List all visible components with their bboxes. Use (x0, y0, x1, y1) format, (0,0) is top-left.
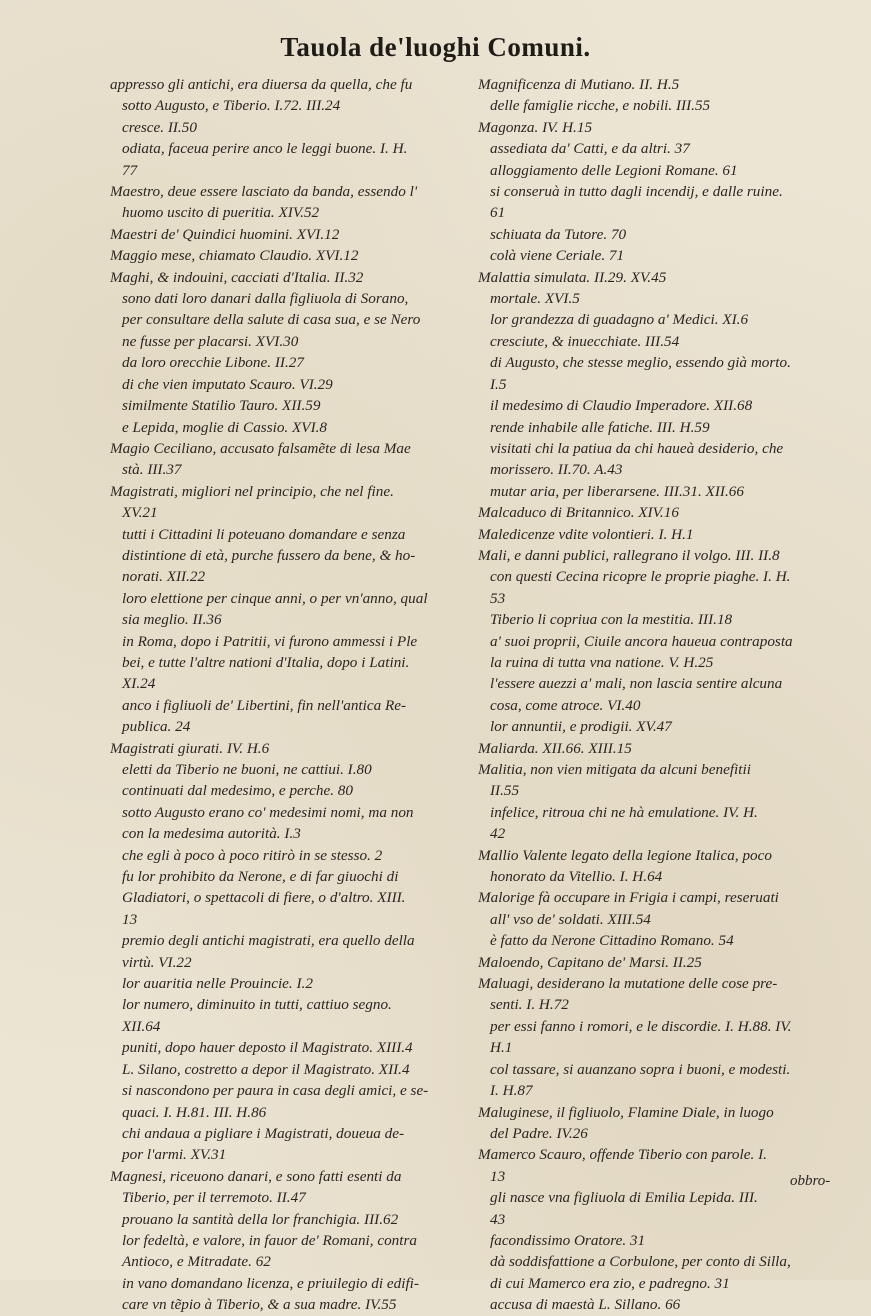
index-subentry-line: lor grandezza di guadagno a' Medici. XI.6 (490, 311, 749, 329)
index-subentry-line: lor fedeltà, e valore, in fauor de' Romani, contra (122, 1231, 417, 1249)
index-entry-line: Malcaduco di Britannico. XIV.16 (478, 504, 679, 522)
left-index-column (110, 74, 472, 1316)
index-subentry-line: in vano domandano licenza, e priuilegio di edifi- (122, 1274, 419, 1292)
index-entry-line: Mallio Valente legato della legione Italica, poco (478, 846, 772, 864)
index-entry-line: Mali, e danni publici, rallegrano il volgo. III. II.8 (478, 546, 780, 564)
index-subentry-line: Tiberio li copriua con la mestitia. III.18 (490, 611, 733, 629)
index-subentry-line: a' suoi proprii, Ciuile ancora haueua contraposta (490, 632, 793, 650)
index-subentry-line: prouano la santità della lor franchigia. III.62 (122, 1210, 399, 1228)
index-entry-line: Maestri de' Quindici huomini. XVI.12 (110, 225, 340, 243)
index-subentry-line: col tassare, si auanzano sopra i buoni, e modesti. (490, 1060, 791, 1078)
index-subentry-line: da loro orecchie Libone. II.27 (122, 354, 304, 372)
index-subentry-line: rende inhabile alle fatiche. III. H.59 (490, 418, 710, 436)
index-entry-line: Maluagi, desiderano la mutatione delle cose pre- (478, 975, 778, 993)
index-subentry-line: chi andaua a pigliare i Magistrati, doueua de- (122, 1124, 405, 1142)
index-entry-line: Malattia simulata. II.29. XV.45 (478, 268, 667, 286)
index-subentry-line: cosa, come atroce. VI.40 (490, 696, 641, 714)
index-subentry-line: puniti, dopo hauer deposto il Magistrato. XIII.4 (122, 1039, 413, 1057)
index-subentry-line: di Augusto, che stesse meglio, essendo già morto. (490, 354, 791, 372)
index-subentry-line: delle famiglie ricche, e nobili. III.55 (490, 97, 711, 115)
index-subentry-line: eletti da Tiberio ne buoni, ne cattiui. I.80 (122, 761, 372, 778)
index-entry-line: Malorige fà occupare in Frigia i campi, reseruati (478, 889, 779, 907)
index-subentry-line: si nascondono per paura in casa degli amici, e se- (122, 1082, 429, 1100)
catchword: obbro- (790, 1173, 831, 1189)
index-subentry-line: I. H.87 (490, 1082, 533, 1100)
index-subentry-line: alloggiamento delle Legioni Romane. 61 (490, 161, 738, 179)
index-entry-line: Maledicenze vdite volontieri. I. H.1 (478, 525, 694, 543)
index-entry-line: appresso gli antichi, era diuersa da quella, che fu (110, 76, 413, 93)
index-subentry-line: lor auaritia nelle Prouincie. I.2 (122, 975, 313, 993)
index-subentry-line: honorato da Vitellio. I. H.64 (490, 868, 663, 886)
index-subentry-line: 13 (122, 910, 138, 928)
index-subentry-line: colà viene Ceriale. 71 (490, 247, 625, 265)
index-subentry-line: bei, e tutte l'altre nationi d'Italia, dopo i Latini. (122, 653, 410, 671)
index-entry-line: Maggio mese, chiamato Claudio. XVI.12 (110, 247, 359, 265)
index-subentry-line: morissero. II.70. A.43 (490, 461, 623, 479)
index-subentry-line: con questi Cecina ricopre le proprie piaghe. I. H. (490, 568, 791, 586)
index-entry-line: Malitia, non vien mitigata da alcuni benefitii (478, 761, 751, 778)
index-subentry-line: 42 (490, 825, 506, 843)
index-subentry-line: del Padre. IV.26 (490, 1124, 588, 1142)
index-subentry-line: infelice, ritroua chi ne hà emulatione. IV. H. (490, 803, 758, 821)
index-entry-line: Magistrati, migliori nel principio, che nel fine. (110, 482, 394, 500)
index-subentry-line: di cui Mamerco era zio, e padregno. 31 (490, 1274, 730, 1292)
index-subentry-line: per essi fanno i romori, e le discordie. I. H.88. IV. (490, 1017, 792, 1035)
index-subentry-line: di che vien imputato Scauro. VI.29 (122, 375, 333, 393)
index-subentry-line: H.1 (490, 1039, 513, 1057)
index-subentry-line: L. Silano, costretto a depor il Magistrato. XII.4 (122, 1060, 410, 1078)
index-subentry-line: visitati chi la patiua da chi haueà desiderio, che (490, 439, 784, 457)
index-subentry-line: si conseruà in tutto dagli incendij, e dalle ruine. (490, 183, 783, 201)
index-entry-line: Magistrati giurati. IV. H.6 (110, 739, 270, 757)
index-subentry-line: XV.21 (122, 504, 158, 522)
index-entry-line: Magnificenza di Mutiano. II. H.5 (478, 76, 680, 93)
index-subentry-line: 77 (122, 161, 138, 179)
index-subentry-line: XII.64 (122, 1017, 161, 1035)
index-subentry-line: senti. I. H.72 (490, 996, 569, 1014)
index-subentry-line: schiuata da Tutore. 70 (490, 225, 627, 243)
index-subentry-line: all' vso de' soldati. XIII.54 (490, 910, 651, 928)
index-subentry-line: mortale. XVI.5 (490, 290, 580, 308)
index-subentry-line: por l'armi. XV.31 (122, 1146, 227, 1164)
index-subentry-line: sotto Augusto erano co' medesimi nomi, ma non (122, 803, 414, 821)
index-subentry-line: quaci. I. H.81. III. H.86 (122, 1103, 267, 1121)
index-subentry-line: sotto Augusto, e Tiberio. I.72. III.24 (122, 97, 341, 115)
index-subentry-line: care vn tẽpio à Tiberio, & a sua madre. IV.55 (122, 1296, 397, 1314)
index-subentry-line: fu lor prohibito da Nerone, e di far giuochi di (122, 868, 399, 886)
index-subentry-line: loro elettione per cinque anni, o per vn'anno, qual (122, 589, 428, 607)
index-subentry-line: sia meglio. II.36 (122, 611, 222, 629)
index-subentry-line: ne fusse per placarsi. XVI.30 (122, 332, 299, 350)
index-subentry-line: II.55 (490, 782, 520, 800)
page-title: Tauola de'luoghi Comuni. (280, 32, 591, 62)
index-entry-line: Maestro, deue essere lasciato da banda, essendo l' (110, 183, 418, 201)
index-subentry-line: mutar aria, per liberarsene. III.31. XII.66 (490, 482, 744, 500)
index-subentry-line: distintione di età, purche fussero da bene, & ho- (122, 546, 416, 564)
index-subentry-line: similmente Statilio Tauro. XII.59 (122, 397, 321, 415)
index-subentry-line: I.5 (490, 375, 507, 393)
index-entry-line: Maluginese, il figliuolo, Flamine Diale, in luogo (478, 1103, 774, 1121)
index-subentry-line: facondissimo Oratore. 31 (490, 1231, 646, 1249)
index-subentry-line: Gladiatori, o spettacoli di fiere, o d'altro. XIII. (122, 889, 406, 907)
index-subentry-line: XI.24 (122, 675, 156, 693)
index-subentry-line: odiata, faceua perire anco le leggi buone. I. H. (122, 140, 408, 158)
index-subentry-line: huomo uscito di pueritia. XIV.52 (122, 204, 320, 222)
index-subentry-line: tutti i Cittadini li poteuano domandare e senza (122, 525, 406, 543)
index-entry-line: Maloendo, Capitano de' Marsi. II.25 (478, 953, 702, 971)
index-subentry-line: in Roma, dopo i Patritii, vi furono ammessi i Ple (122, 632, 418, 650)
index-subentry-line: publica. 24 (122, 718, 191, 736)
index-subentry-line: lor annuntii, e prodigii. XV.47 (490, 718, 672, 736)
index-subentry-line: 13 (490, 1167, 506, 1185)
index-subentry-line: cresciute, & inuecchiate. III.54 (490, 332, 680, 350)
index-subentry-line: anco i figliuoli de' Libertini, fin nell'antica Re- (122, 696, 407, 714)
index-subentry-line: cresce. II.50 (122, 118, 197, 136)
index-subentry-line: 43 (490, 1210, 506, 1228)
index-subentry-line: l'essere auezzi a' mali, non lascia sentire alcuna (490, 675, 783, 693)
index-entry-line: Magnesi, riceuono danari, e sono fatti esenti da (110, 1167, 402, 1185)
index-subentry-line: per consultare della salute di casa sua, e se Nero (122, 311, 421, 329)
index-subentry-line: 61 (490, 204, 506, 222)
index-entry-line: Magonza. IV. H.15 (478, 118, 593, 136)
index-subentry-line: la ruina di tutta vna natione. V. H.25 (490, 653, 714, 671)
index-subentry-line: e Lepida, moglie di Cassio. XVI.8 (122, 418, 328, 436)
index-subentry-line: sono dati loro danari dalla figliuola di Sorano, (122, 290, 409, 308)
index-subentry-line: dà soddisfattione a Corbulone, per conto di Silla, (490, 1253, 791, 1271)
index-subentry-line: è fatto da Nerone Cittadino Romano. 54 (490, 932, 734, 950)
index-entry-line: Magio Ceciliano, accusato falsamẽte di lesa Mae (110, 439, 411, 457)
index-subentry-line: assediata da' Catti, e da altri. 37 (490, 140, 690, 158)
index-subentry-line: lor numero, diminuito in tutti, cattiuo segno. (122, 996, 392, 1014)
index-subentry-line: gli nasce vna figliuola di Emilia Lepida. III. (490, 1189, 758, 1207)
index-entry-line: Maliarda. XII.66. XIII.15 (478, 739, 632, 757)
index-subentry-line: con la medesima autorità. I.3 (122, 825, 301, 843)
index-subentry-line: continuati dal medesimo, e perche. 80 (122, 782, 353, 800)
index-subentry-line: stà. III.37 (122, 461, 182, 479)
index-subentry-line: Tiberio, per il terremoto. II.47 (122, 1189, 306, 1207)
index-entry-line: Mamerco Scauro, offende Tiberio con parole. I. (478, 1146, 767, 1164)
index-subentry-line: Antioco, e Mitradate. 62 (122, 1253, 271, 1271)
index-subentry-line: che egli à poco à poco ritirò in se stesso. 2 (122, 846, 383, 864)
index-subentry-line: il medesimo di Claudio Imperadore. XII.68 (490, 397, 753, 415)
index-subentry-line: 53 (490, 589, 506, 607)
index-subentry-line: norati. XII.22 (122, 568, 206, 586)
index-subentry-line: virtù. VI.22 (122, 953, 192, 971)
index-entry-line: Maghi, & indouini, cacciati d'Italia. II.32 (110, 268, 364, 286)
index-subentry-line: accusa di maestà L. Sillano. 66 (490, 1296, 681, 1314)
index-subentry-line: premio degli antichi magistrati, era quello della (122, 932, 415, 950)
right-index-column (478, 74, 830, 1316)
